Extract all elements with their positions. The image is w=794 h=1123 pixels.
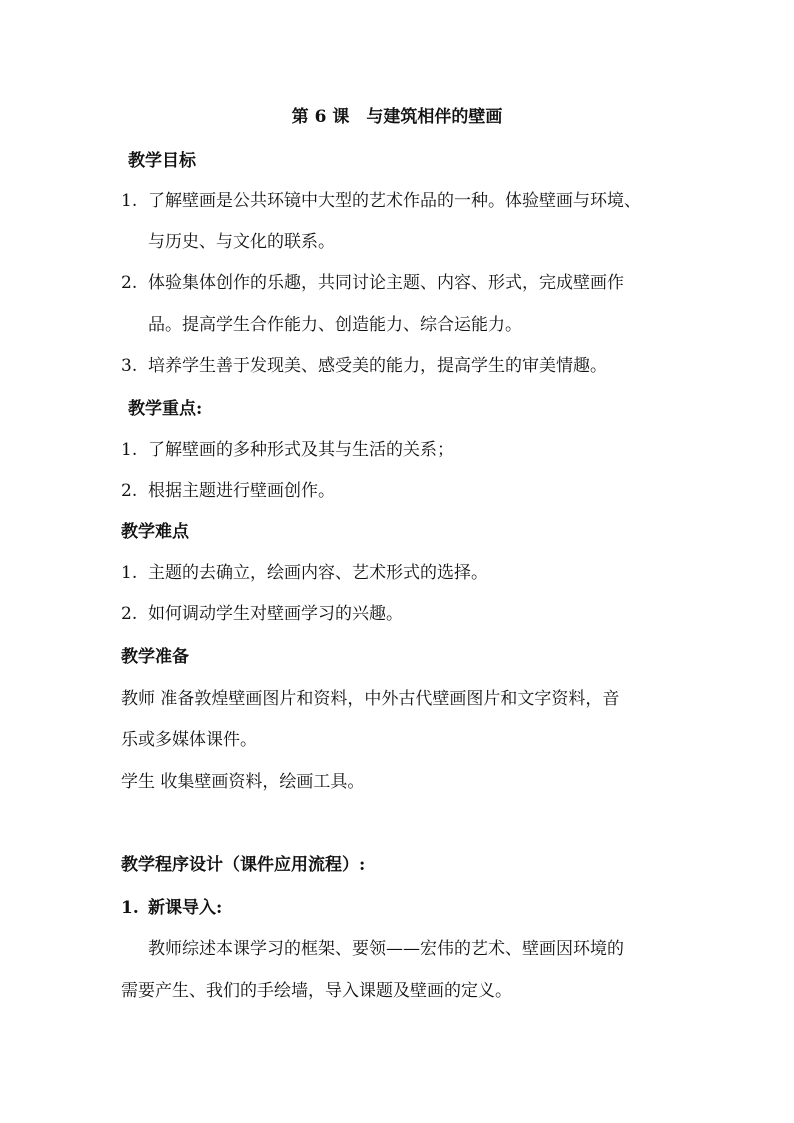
objective-item-1-line1: 了解壁画是公共环镜中大型的艺术作品的一种。体验壁画与环境、 [148,191,641,211]
key-point-item-1-num: 1. [121,440,138,460]
preparation-student: 学生 收集壁画资料，绘画工具。 [121,772,365,792]
preparation-heading: 教学准备 [121,647,189,667]
objective-item-1-line2: 与历史、与文化的联系。 [148,232,335,252]
key-points-heading: 教学重点: [128,399,203,419]
key-point-item-2-num: 2. [121,481,138,501]
objective-item-1 [121,190,641,212]
objective-item-2 [121,272,624,294]
key-point-item-2-text: 根据主题进行壁画创作。 [148,481,335,501]
procedure-step-1-line1: 教师综述本课学习的框架、要领——宏伟的艺术、壁画因环境的 [148,939,624,959]
difficulty-item-2-num: 2. [121,604,138,624]
preparation-teacher-line2: 乐或多媒体课件。 [121,730,257,750]
page-title: 第 6 课 与建筑相伴的壁画 [291,107,503,127]
difficulty-item-2 [121,603,403,625]
difficulty-item-1-text: 主题的去确立，绘画内容、艺术形式的选择。 [148,563,488,583]
key-point-item-1 [121,439,454,461]
objective-item-2-line2: 品。提高学生合作能力、创造能力、综合运能力。 [148,315,522,335]
difficulty-item-2-text: 如何调动学生对壁画学习的兴趣。 [148,604,403,624]
objective-item-3 [121,355,607,377]
difficulty-item-1-num: 1. [121,563,138,583]
key-point-item-1-text: 了解壁画的多种形式及其与生活的关系； [148,440,454,460]
procedure-step-1-title: 新课导入: [148,898,223,918]
objective-item-1-num: 1. [121,191,138,211]
preparation-teacher-line1: 教师 准备敦煌壁画图片和资料，中外古代壁画图片和文字资料，音 [121,689,620,709]
difficulties-heading: 教学难点 [121,522,189,542]
key-point-item-2 [121,480,335,502]
objective-item-2-num: 2. [121,273,138,293]
objective-item-3-num: 3. [121,356,138,376]
objectives-heading: 教学目标 [128,151,196,171]
procedure-step-1 [121,897,222,919]
objective-item-2-line1: 体验集体创作的乐趣，共同讨论主题、内容、形式，完成壁画作 [148,273,624,293]
procedure-step-1-line2: 需要产生、我们的手绘墙，导入课题及壁画的定义。 [121,981,512,1001]
procedure-heading: 教学程序设计（课件应用流程）: [121,855,366,875]
objective-item-3-line1: 培养学生善于发现美、感受美的能力，提高学生的审美情趣。 [148,356,607,376]
procedure-step-1-num: 1. [121,898,139,918]
difficulty-item-1 [121,562,488,584]
